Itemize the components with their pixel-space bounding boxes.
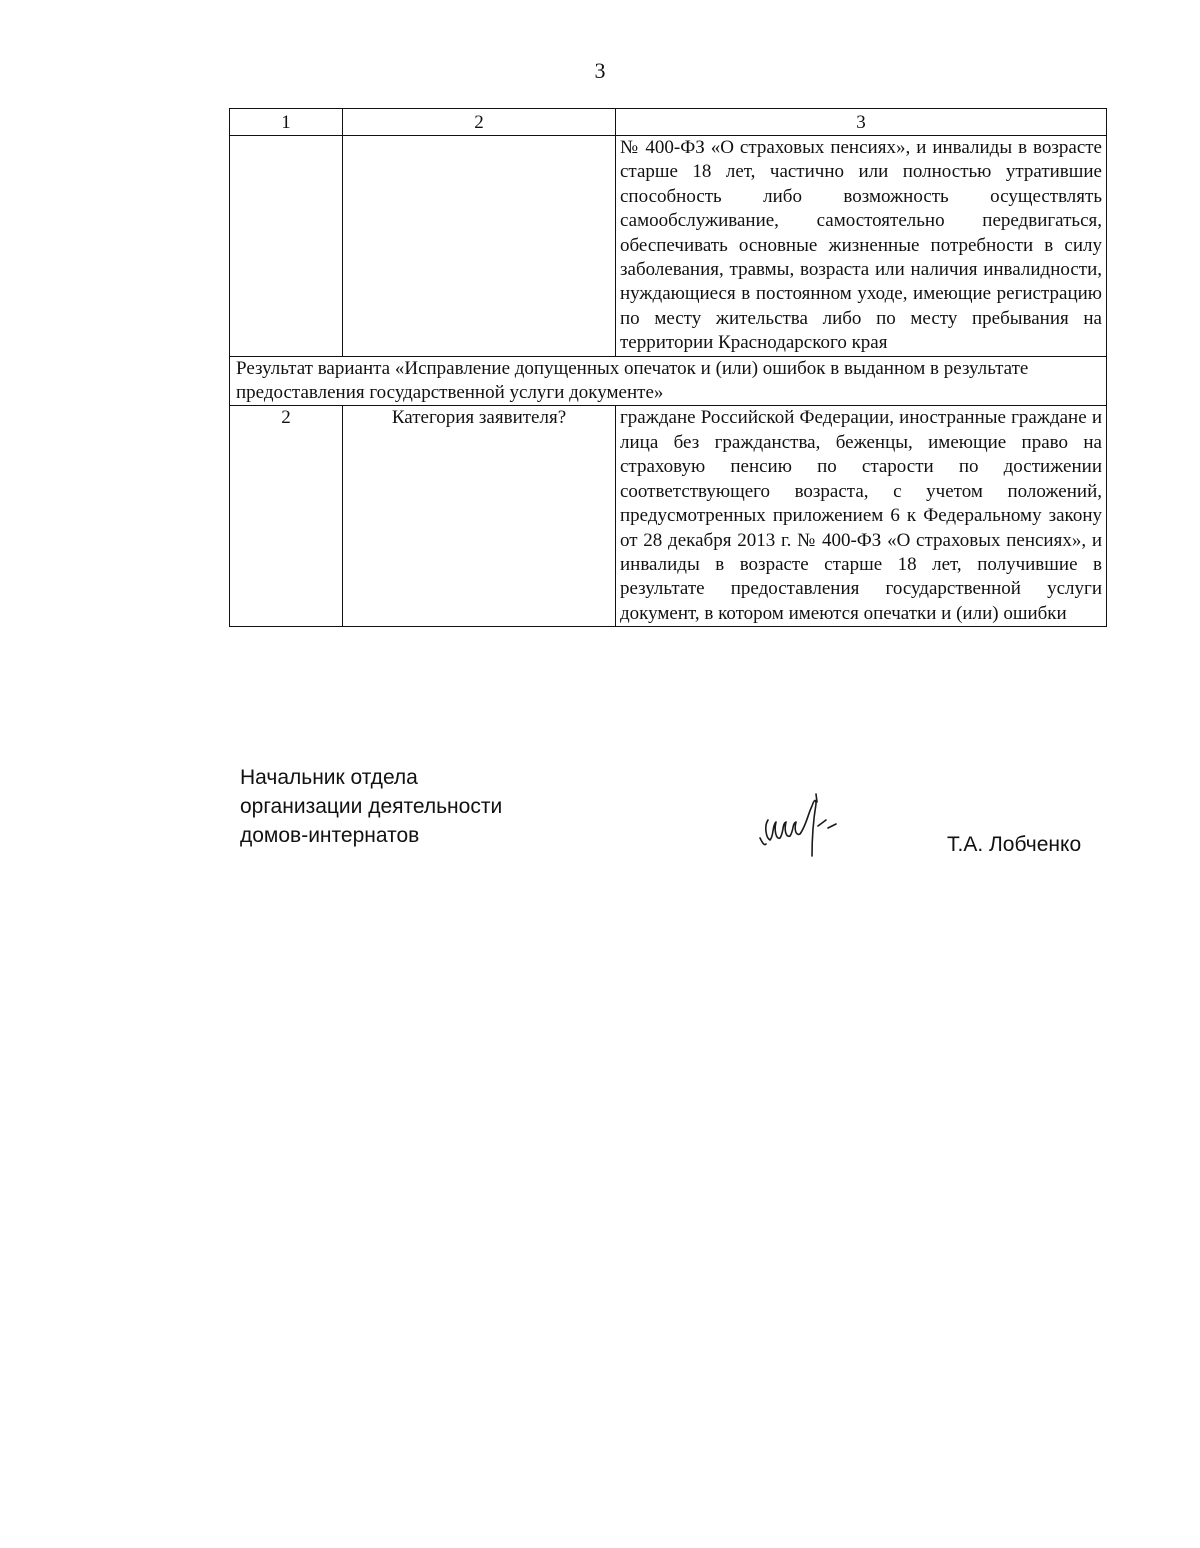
header-col-3: 3	[616, 109, 1107, 136]
section-title: Результат варианта «Исправление допущенных опечаток и (или) ошибок в выданном в результате предоставления государственной услуги документе»	[230, 356, 1107, 406]
header-col-1: 1	[230, 109, 343, 136]
row-continued-col-1	[230, 136, 343, 357]
row-2-criterion: Категория заявителя?	[343, 406, 616, 627]
table-header-row	[230, 109, 1107, 136]
document-table	[229, 108, 1107, 627]
signer-name: Т.А. Лобченко	[947, 833, 1082, 856]
row-2-description: граждане Российской Федерации, иностранные граждане и лица без гражданства, беженцы, имеющие право на страховую пенсию по старости по достижении соответствующего возраста, с учетом положений, предусмотренных приложением 6 к Федеральному закону от 28 декабря 2013 г. № 400-ФЗ «О страховых пенсиях», и инвалиды в возрасте старше 18 лет, получившие в результате предоставления государственной услуги документ, в котором имеются опечатки и (или) ошибки	[616, 406, 1107, 627]
table-section-row	[230, 356, 1107, 406]
page-number: 3	[594, 58, 606, 83]
signer-position	[240, 763, 502, 850]
handwritten-signature	[754, 786, 872, 866]
table-row-continued	[230, 136, 1107, 357]
signer-position-line-3: домов-интернатов	[240, 824, 420, 847]
table-row-2	[230, 406, 1107, 627]
row-continued-col-3: № 400-ФЗ «О страховых пенсиях», и инвалиды в возрасте старше 18 лет, частично или полностью утратившие способность либо возможность осуществлять самообслуживание, самостоятельно передвигаться, обеспечивать основные жизненные потребности в силу заболевания, травмы, возраста или наличия инвалидности, нуждающиеся в постоянном уходе, имеющие регистрацию по месту жительства либо по месту пребывания на территории Краснодарского края	[616, 136, 1107, 357]
signer-position-line-2: организации деятельности	[240, 795, 503, 818]
row-continued-col-2	[343, 136, 616, 357]
row-2-number: 2	[230, 406, 343, 627]
signer-position-line-1: Начальник отдела	[240, 766, 418, 789]
header-col-2: 2	[343, 109, 616, 136]
